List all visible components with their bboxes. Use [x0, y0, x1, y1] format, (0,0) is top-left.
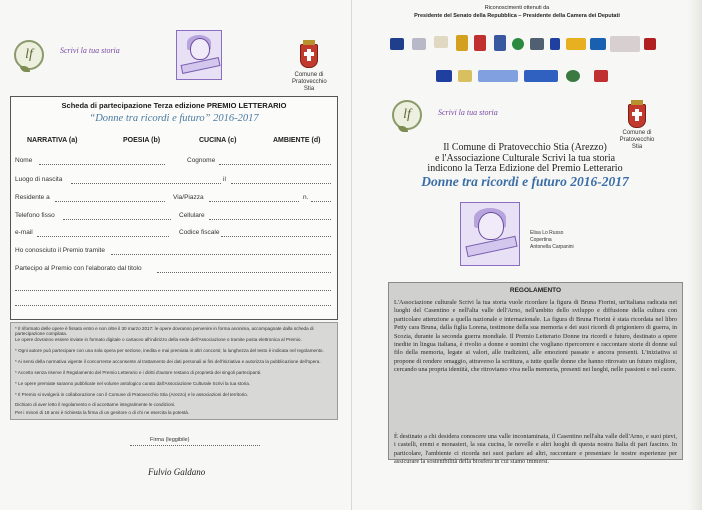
input-extra-line-1[interactable] [15, 290, 331, 291]
rule-line-1: * Il riformato delle opere è fissato entro e non oltre il 30 marzo 2017: le opere dovranno pervenire in forma anonima, accompagnate dalla scheda di partecipazione compilata. [15, 326, 314, 337]
label-numero: n. [303, 194, 309, 201]
rule-line-4: * Ai sensi della normativa vigente il concorrente acconsente al trattamento dei dati personali ai fini dell'iniziativa e autorizza la pubblicazione dell'opera. [15, 359, 321, 364]
input-email[interactable] [37, 236, 169, 237]
announce-line-3: indicono la Terza Edizione del Premio Letterario [427, 163, 623, 174]
input-cellulare[interactable] [209, 219, 331, 220]
sponsor-logo-3-icon [434, 36, 448, 48]
label-cognome: Cognome [187, 157, 216, 164]
right-scrivi-logo-icon: lf [392, 100, 422, 130]
page-edge-shadow [688, 0, 702, 510]
regolamento-title: REGOLAMENTO [509, 287, 562, 294]
sponsor-logo-14-icon [524, 70, 558, 82]
input-codice-fiscale[interactable] [221, 236, 331, 237]
rules-box [10, 322, 338, 420]
announce-line-2: e l'Associazione Culturale Scrivi la tua storia [434, 153, 616, 164]
regolamento-paragraph-2: È destinato a chi desidera conoscere una valle incontaminata, il Casentino nell'alta valle dell'Arno, e suoi pievi, i castelli, eremi e monasteri, la sua cucina, le novelle e altri luoghi di questa nostra Italia di pari fascino. In particolare, l'ambiente ci ricorda nei suoi parlare ad altri, raccontare e presentare le nostre esperienze per assicurare la sostenibilità della biosfera in cui siamo immersi. [394, 433, 677, 466]
label-email: e-mail [15, 229, 33, 236]
input-via[interactable] [209, 201, 299, 202]
sponsor-logo-9-icon [610, 36, 640, 52]
rule-line-8: Dichiaro di aver letto il regolamento e di accettarne integralmente le condizioni. [15, 402, 176, 407]
participation-form [10, 96, 338, 320]
announce-line-1: Il Comune di Pratovecchio Stia (Arezzo) [443, 142, 607, 153]
sponsor-logo-12-icon [458, 70, 472, 82]
left-portrait-image [176, 30, 222, 80]
form-title: Scheda di partecipazione Terza edizione PREMIO LETTERARIO [61, 101, 287, 110]
main-title: Donne tra ricordi e futuro 2016-2017 [421, 174, 629, 189]
patron-line-2: Presidente del Senato della Repubblica – Presidente della Camera dei Deputati [414, 13, 620, 19]
input-titolo-elaborato[interactable] [157, 272, 331, 273]
label-via: Via/Piazza [173, 194, 204, 201]
portrait-caption: Elisa Lo Russo Copertina Antonella Carpanini [530, 230, 574, 250]
right-comune-label: Comune di Pratovecchio Stia [619, 130, 655, 150]
sponsor-logo-1-icon [390, 38, 404, 50]
left-comune-crest-icon [300, 44, 318, 68]
category-ambiente[interactable]: AMBIENTE (d) [273, 137, 321, 144]
sponsor-logo-5-icon [530, 38, 544, 50]
handwritten-signature: Fulvio Galdano [148, 467, 206, 477]
input-numero[interactable] [311, 201, 331, 202]
sponsor-logo-11-icon [436, 70, 452, 82]
fold-line [351, 0, 352, 510]
category-narrativa[interactable]: NARRATIVA (a) [27, 137, 78, 144]
rule-line-9: Per i minori di 18 anni è richiesta la firma di un genitore o di chi ne esercita la potestà. [15, 410, 190, 415]
regolamento-paragraph-1: L'Associazione culturale Scrivi la tua storia vuole ricordare la figura di Bruna Fiorini, un'italiana radicata nei luoghi del Casentino e nell'alta valle dell'Arno, nell'ambito dello sviluppo e diffusione della cultura con particolare attenzione a quella nazionale e internazionale. La figura di Bruna Fiorini è stata ricordata nel libro Petty cara Bruna, dalla figlia Lorena, testimone della sua memoria e dei suoi ricordi di prigioniero di guerra, in Scozia, durante la seconda guerra mondiale. Il Premio Letterario Donne tra ricordi e futuro, destinato a opere inedite in lingua italiana, è rivolto a donne e uomini che vogliano ripercorrere e raccontare storie di donne sul filo della memoria, legate ai valori, alle tradizioni, alle emozioni passate e ancora presenti. L'iniziativa si propone di rendere omaggio, attraverso la scrittura, a tutte quelle donne che hanno ritrovato un futuro migliore, cercando una propria identità, che ritroviamo viva nella memoria, presenti nei luoghi, nelle passioni e nel cuore. [394, 299, 677, 374]
sponsor-crest-3-icon [494, 35, 506, 51]
label-residente: Residente a [15, 194, 50, 201]
rule-line-5: * Accetto senza riserve il Regolamento del Premio Letterario e i diritti d'autore restano di proprietà dei singoli partecipanti. [15, 370, 262, 375]
sponsor-logo-6-icon [550, 38, 560, 50]
left-tagline: Scrivi la tua storia [60, 46, 120, 55]
firma-line [130, 445, 260, 446]
input-cognome[interactable] [219, 164, 331, 165]
sponsor-logo-15-icon [566, 70, 580, 82]
input-nome[interactable] [39, 164, 165, 165]
left-comune-label: Comune di Pratovecchio Stia [292, 72, 327, 92]
input-extra-line-2[interactable] [15, 305, 331, 306]
input-conosciuto[interactable] [111, 254, 331, 255]
sponsor-logo-2-icon [412, 38, 426, 50]
sponsor-logo-7-icon [566, 38, 586, 50]
firma-label: Firma (leggibile) [150, 437, 190, 443]
rule-line-7: * Il Premio si svolgerà in collaborazione con il Comune di Pratovecchio Stia (Arezzo) e le associazioni del territorio. [15, 392, 249, 397]
input-residente[interactable] [55, 201, 165, 202]
input-telefono[interactable] [63, 219, 171, 220]
right-comune-crest-icon [628, 104, 646, 128]
label-il: il [223, 176, 226, 183]
sponsor-logo-8-icon [590, 38, 606, 50]
right-tagline: Scrivi la tua storia [438, 108, 498, 117]
input-data-nascita[interactable] [231, 183, 331, 184]
label-telefono: Telefono fisso [15, 212, 55, 219]
label-cellulare: Cellulare [179, 212, 205, 219]
sponsor-crest-2-icon [474, 35, 486, 51]
input-luogo[interactable] [71, 183, 221, 184]
sponsor-logo-13-icon [478, 70, 518, 82]
category-cucina[interactable]: CUCINA (c) [199, 137, 237, 144]
label-codice-fiscale: Codice fiscale [179, 229, 220, 236]
scrivi-logo-icon: lf [14, 40, 44, 70]
right-portrait-image [460, 202, 520, 266]
sponsor-crest-1-icon [456, 35, 468, 51]
patron-line-1: Riconoscimenti ottenuti da [484, 5, 550, 11]
category-poesia[interactable]: POESIA (b) [123, 137, 161, 144]
sponsor-logo-16-icon [594, 70, 608, 82]
form-subtitle: “Donne tra ricordi e futuro” 2016-2017 [89, 113, 259, 124]
label-nome: Nome [15, 157, 33, 164]
label-partecipo: Partecipo al Premio con l'elaborato dal titolo [15, 265, 142, 272]
sponsor-logo-4-icon [512, 38, 524, 50]
label-luogo: Luogo di nascita [15, 176, 63, 183]
sponsor-logo-10-icon [644, 38, 656, 50]
rule-line-6: * Le opere premiate saranno pubblicate nel volume antologico curato dall'Associazione Culturale Scrivi la tua storia. [15, 381, 251, 386]
rule-line-3: * Ogni autore può partecipare con una sola opera per sezione, inedita e mai premiata in altri concorsi; la lunghezza del testo è indicata nel regolamento. [15, 348, 324, 353]
regolamento-box [388, 282, 683, 466]
rule-line-2: Le opere dovranno essere inviate in formato digitale o cartaceo all'indirizzo della sede dell'Associazione o tramite posta elettronica al Premio. [15, 337, 302, 342]
label-conosciuto: Ho conosciuto il Premio tramite [15, 247, 105, 254]
